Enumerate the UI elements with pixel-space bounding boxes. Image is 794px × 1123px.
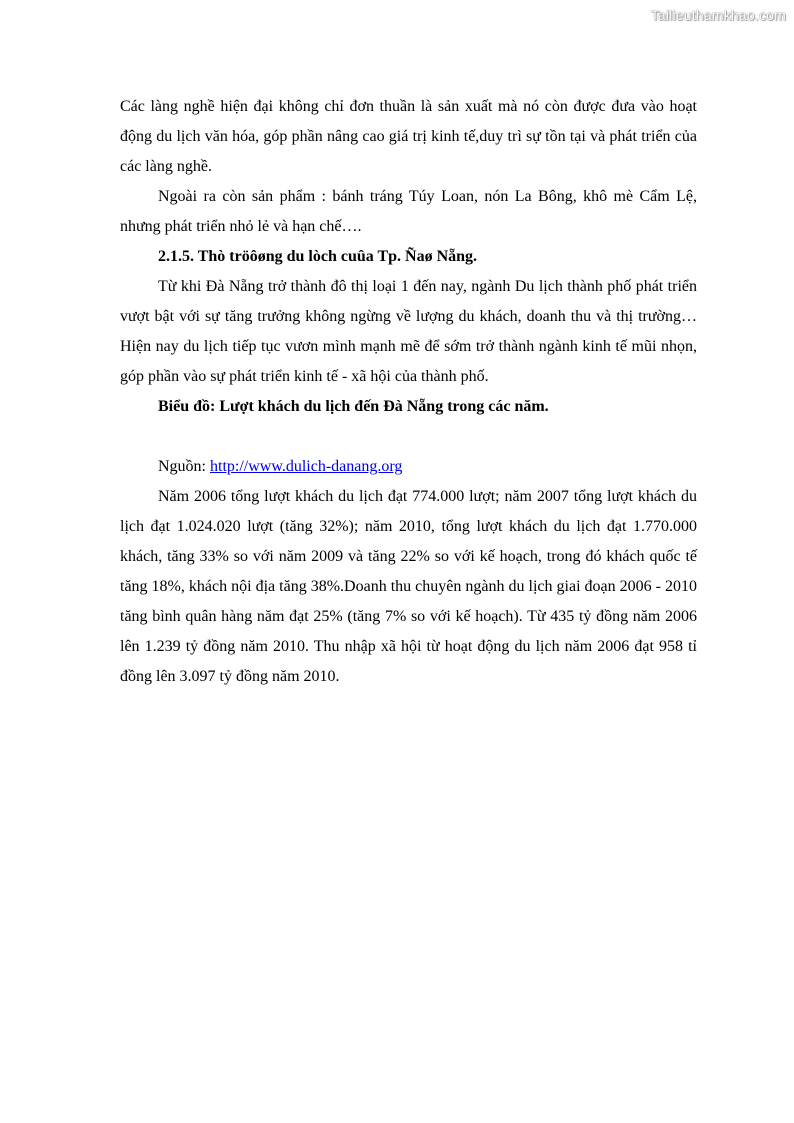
paragraph-craft-villages: Các làng nghề hiện đại không chỉ đơn thuần là sản xuất mà nó còn được đưa vào hoạt động du lịch văn hóa, góp phần nâng cao giá trị kinh tế,duy trì sự tồn tại và phát triển của các làng nghề. [120, 98, 697, 175]
source-link[interactable]: http://www.dulich-danang.org [210, 458, 403, 475]
chart-caption: Biểu đồ: Lượt khách du lịch đến Đà Nẵng trong các năm. [158, 398, 549, 415]
document-body [120, 92, 697, 692]
paragraph-statistics: Năm 2006 tổng lượt khách du lịch đạt 774.000 lượt; năm 2007 tổng lượt khách du lịch đạt 1.024.020 lượt (tăng 32%); năm 2010, tổng lượt khách du lịch đạt 1.770.000 khách, tăng 33% so với năm 2009 và tăng 22% so với kế hoạch, trong đó khách quốc tế tăng 18%, khách nội địa tăng 38%.Doanh thu chuyên ngành du lịch giai đoạn 2006 - 2010 tăng bình quân hàng năm đạt 25% (tăng 7% so với kế hoạch). Từ 435 tỷ đồng năm 2006 lên 1.239 tỷ đồng năm 2010. Thu nhập xã hội từ hoạt động du lịch năm 2006 đạt 958 tỉ đồng lên 3.097 tỷ đồng năm 2010. [120, 488, 697, 685]
source-line [120, 452, 697, 482]
section-heading: 2.1.5. Thò tröôøng du lòch cuûa Tp. Ñaø Nẵng. [158, 248, 478, 265]
source-label: Nguồn: [158, 458, 210, 475]
paragraph-tourism-market: Từ khi Đà Nẵng trở thành đô thị loại 1 đến nay, ngành Du lịch thành phố phát triển vượt bật với sự tăng trưởng không ngừng về lượng du khách, doanh thu và thị trường… Hiện nay du lịch tiếp tục vươn mình mạnh mẽ để sớm trở thành ngành kinh tế mũi nhọn, góp phần vào sự phát triển kinh tế - xã hội của thành phố. [120, 278, 697, 385]
watermark-text: Tailieuthamkhao.com [650, 7, 786, 23]
chart-placeholder [120, 422, 697, 452]
paragraph-other-products: Ngoài ra còn sản phẩm : bánh tráng Túy Loan, nón La Bông, khô mè Cẩm Lệ, nhưng phát triển nhỏ lẻ và hạn chế…. [120, 188, 697, 235]
